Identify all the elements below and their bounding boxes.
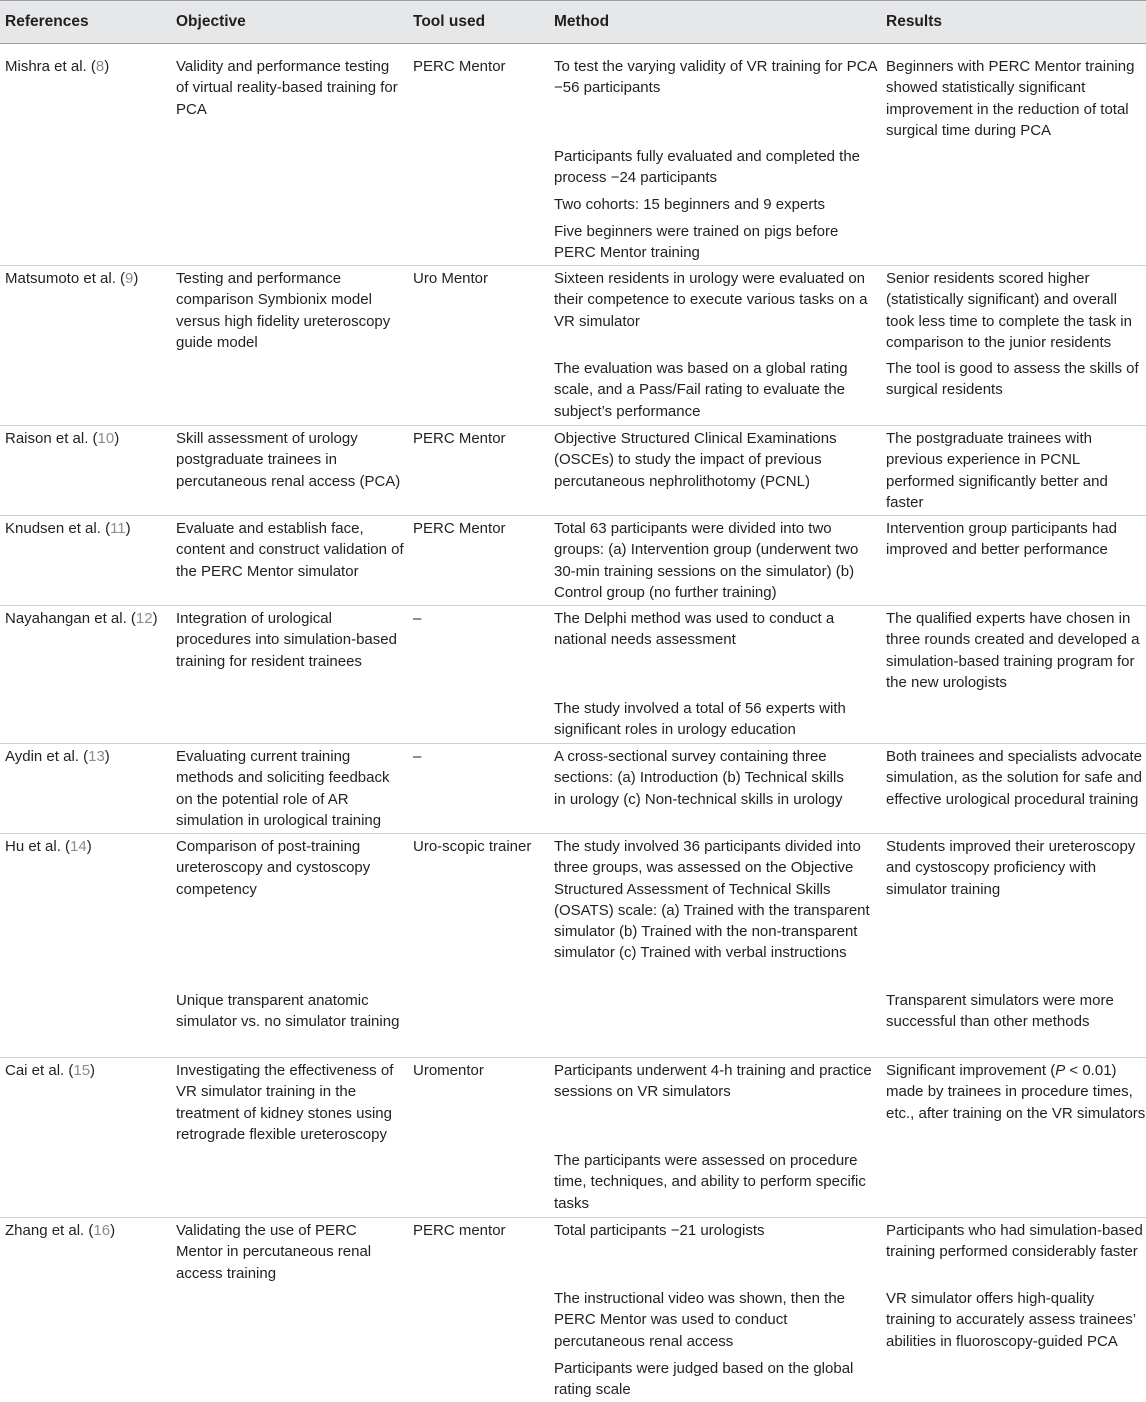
author-text: Mishra et al. ( [5,58,96,75]
result-cell: Beginners with PERC Mentor training showed statistically significant improvement in the reduction of total surgical time during PCA [886,58,1135,139]
result-text: < 0.01) made by trainees in procedure times, etc., after training on the VR simulators [886,1062,1146,1122]
citation-link[interactable]: 16 [93,1222,111,1239]
row-divider [0,743,1146,744]
method-cell: Participants underwent 4-h training and practice sessions on VR simulators [554,1062,872,1101]
reference-cell: Nayahangan et al. (12) [5,610,158,627]
citation-link[interactable]: 12 [135,610,153,627]
method-cell: Sixteen residents in urology were evaluated on their competence to execute various tasks on a VR simulator [554,270,868,330]
author-text: Zhang et al. ( [5,1222,94,1239]
objective-cell: Skill assessment of urology postgraduate trainees in percutaneous renal access (PCA) [176,430,401,490]
method-cell: A cross-sectional survey containing three sections: (a) Introduction (b) Technical skills in urology (c) Non-technical skills in urology [554,748,844,808]
result-text: Significant improvement ( [886,1062,1056,1079]
method-cell: Five beginners were trained on pigs before PERC Mentor training [554,223,839,262]
tool-cell: PERC Mentor [413,520,506,537]
result-cell: Intervention group participants had improved and better performance [886,520,1117,559]
row-divider [0,265,1146,266]
header-references: References [5,13,89,30]
method-cell: Total 63 participants were divided into two groups: (a) Intervention group (underwent two 30-min training sessions on the simulator) (b) Control group (no further training) [554,520,859,601]
objective-cell: Integration of urological procedures into simulation-based training for resident trainees [176,610,397,670]
citation-link[interactable]: 9 [125,270,134,287]
row-divider [0,515,1146,516]
reference-cell: Raison et al. (10) [5,430,120,447]
objective-cell: Investigating the effectiveness of VR simulator training in the treatment of kidney stones using retrograde flexible ureteroscopy [176,1062,394,1143]
method-cell: The instructional video was shown, then the PERC Mentor was used to conduct percutaneous renal access [554,1290,845,1350]
result-cell: Students improved their ureteroscopy and cystoscopy proficiency with simulator training [886,838,1136,898]
citation-link[interactable]: 15 [73,1062,91,1079]
objective-cell: Evaluate and establish face, content and construct validation of the PERC Mentor simulator [176,520,404,580]
tool-cell: PERC Mentor [413,58,506,75]
reference-cell: Knudsen et al. (11) [5,520,131,537]
reference-cell: Mishra et al. (8) [5,58,110,75]
method-cell: Participants were judged based on the global rating scale [554,1360,854,1399]
method-cell: The study involved a total of 56 experts with significant roles in urology education [554,700,846,739]
row-divider [0,1217,1146,1218]
tool-cell: – [413,610,422,627]
author-text: Knudsen et al. ( [5,520,111,537]
reference-cell: Cai et al. (15) [5,1062,96,1079]
objective-cell: Testing and performance comparison Symbionix model versus high fidelity ureteroscopy guide model [176,270,391,351]
tool-cell: – [413,748,422,765]
method-cell: The study involved 36 participants divided into three groups, was assessed on the Objective Structured Assessment of Technical Skills (OSATS) scale: (a) Trained with the transparent simulator (b) Trained with the non-transparent simulator (c) Trained with verbal instructions [554,838,870,962]
tool-cell: Uromentor [413,1062,484,1079]
citation-link[interactable]: 11 [110,520,126,537]
author-text: Cai et al. ( [5,1062,74,1079]
row-divider [0,833,1146,834]
result-cell: Participants who had simulation-based training performed considerably faster [886,1222,1143,1261]
tool-cell: Uro-scopic trainer [413,838,532,855]
row-divider [0,425,1146,426]
method-cell: Two cohorts: 15 beginners and 9 experts [554,196,825,213]
objective-cell: Evaluating current training methods and soliciting feedback on the potential role of AR simulation in urological training [176,748,390,829]
result-cell: The qualified experts have chosen in three rounds created and developed a simulation-based training program for the new urologists [886,610,1140,691]
citation-link[interactable]: 8 [95,58,105,75]
citation-link[interactable]: 13 [88,748,105,765]
header-method: Method [554,13,610,30]
method-cell: The participants were assessed on procedure time, techniques, and ability to perform specific tasks [554,1152,866,1212]
reference-cell: Aydin et al. (13) [5,748,110,765]
citation-link[interactable]: 10 [97,430,115,447]
method-cell: To test the varying validity of VR training for PCA −56 participants [554,58,877,97]
table-header [0,0,1146,44]
method-cell: Participants fully evaluated and completed the process −24 participants [554,148,861,187]
author-text: Raison et al. ( [5,430,98,447]
p-value-symbol: P [1055,1062,1066,1079]
reference-cell: Zhang et al. (16) [5,1222,116,1239]
method-cell: Objective Structured Clinical Examinations (OSCEs) to study the impact of previous percutaneous nephrolithotomy (PCNL) [554,430,837,490]
result-cell [886,1060,1146,1124]
objective-cell: Unique transparent anatomic simulator vs. no simulator training [176,992,400,1031]
result-cell: Senior residents scored higher (statistically significant) and overall took less time to complete the task in comparison to the junior residents [886,270,1132,351]
method-cell: Total participants −21 urologists [554,1222,765,1239]
result-cell: VR simulator offers high-quality training to accurately assess trainees’ abilities in fluoroscopy-guided PCA [886,1290,1136,1350]
objective-cell: Validity and performance testing of virtual reality-based training for PCA [176,58,398,118]
result-cell: The tool is good to assess the skills of surgical residents [886,360,1139,399]
method-cell: The evaluation was based on a global rating scale, and a Pass/Fail rating to evaluate the subject’s performance [554,360,848,420]
author-text: Matsumoto et al. ( [5,270,126,287]
objective-cell: Validating the use of PERC Mentor in percutaneous renal access training [176,1222,372,1282]
objective-cell: Comparison of post-training ureteroscopy and cystoscopy competency [176,838,371,898]
row-divider [0,1057,1146,1058]
citation-link[interactable]: 14 [70,838,87,855]
result-cell: Both trainees and specialists advocate simulation, as the solution for safe and effective urological procedural training [886,748,1142,808]
tool-cell: PERC Mentor [413,430,506,447]
header-tool-used: Tool used [413,13,486,30]
header-objective: Objective [176,13,246,30]
header-results: Results [886,13,942,30]
result-cell: The postgraduate trainees with previous experience in PCNL performed significantly better and faster [886,430,1108,511]
tool-cell: Uro Mentor [413,270,489,287]
row-divider [0,605,1146,606]
author-text: Aydin et al. ( [5,748,89,765]
result-cell: Transparent simulators were more successful than other methods [886,992,1114,1031]
tool-cell: PERC mentor [413,1222,506,1239]
author-text: Hu et al. ( [5,838,71,855]
reference-cell: Matsumoto et al. (9) [5,270,139,287]
method-cell: The Delphi method was used to conduct a national needs assessment [554,610,835,649]
reference-cell: Hu et al. (14) [5,838,92,855]
author-text: Nayahangan et al. ( [5,610,136,627]
